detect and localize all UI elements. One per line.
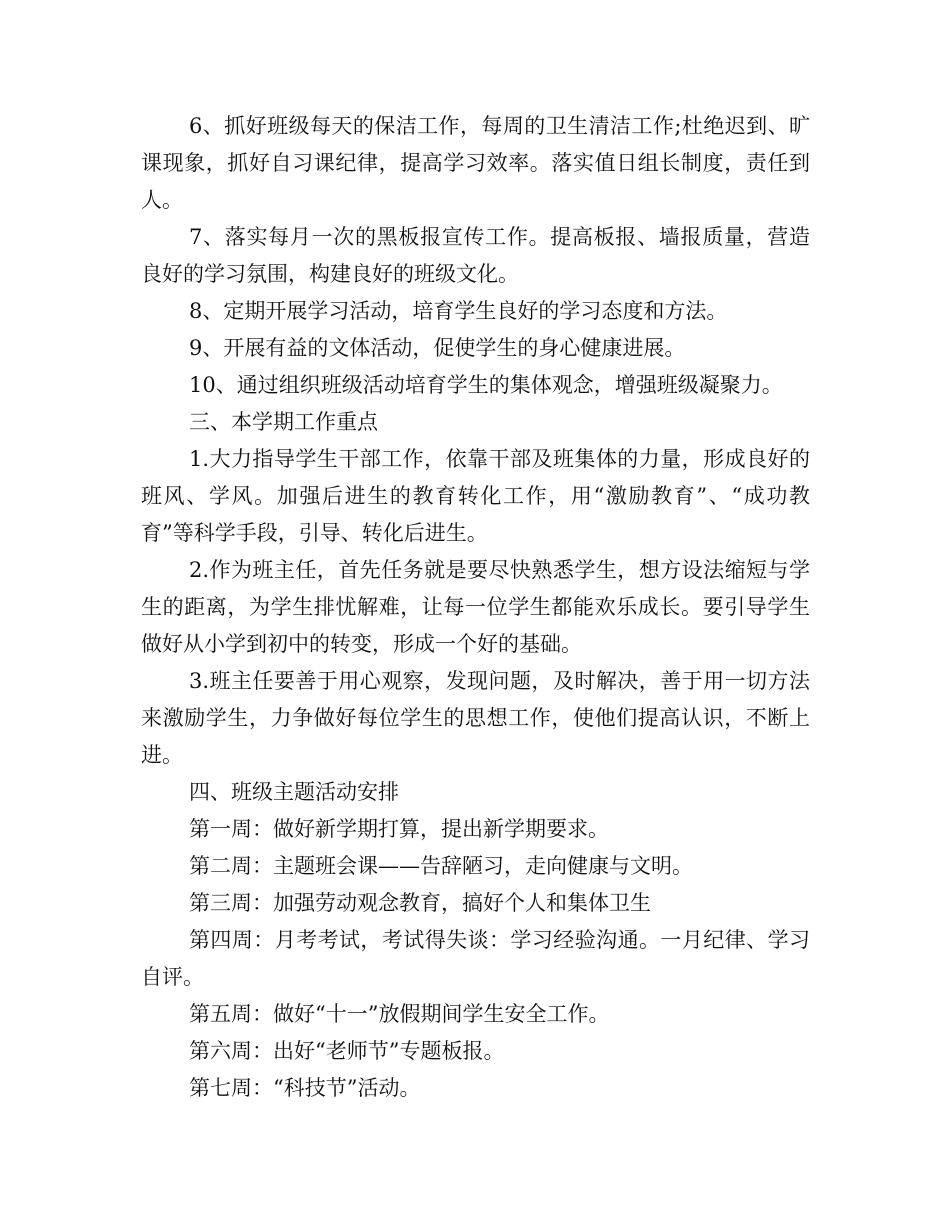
week-item-3: 第三周：加强劳动观念教育，搞好个人和集体卫生 (189, 891, 651, 915)
week-item-6: 第六周：出好“老师节”专题板报。 (189, 1039, 505, 1063)
week-item-1: 第一周：做好新学期打算，提出新学期要求。 (189, 817, 609, 841)
paragraph-item-7: 7、落实每月一次的黑板报宣传工作。提高板报、墙报质量，营造良好的学习氛围，构建良好的班级文化。 (141, 225, 810, 286)
paragraph-item-8: 8、定期开展学习活动，培育学生良好的学习态度和方法。 (189, 299, 728, 323)
paragraph-item-9: 9、开展有益的文体活动，促使学生的身心健康进展。 (189, 336, 686, 360)
paragraph-item-10: 10、通过组织班级活动培育学生的集体观念，增强班级凝聚力。 (189, 373, 783, 397)
focus-item-1: 1.大力指导学生干部工作，依靠干部及班集体的力量，形成良好的班风、学风。加强后进生的教育转化工作，用“激励教育”、“成功教育”等科学手段，引导、转化后进生。 (141, 447, 810, 545)
paragraph-item-6: 6、抓好班级每天的保洁工作，每周的卫生清洁工作;杜绝迟到、旷课现象，抓好自习课纪律，提高学习效率。落实值日组长制度，责任到人。 (141, 114, 810, 212)
week-item-5: 第五周：做好“十一”放假期间学生安全工作。 (189, 1002, 610, 1026)
week-item-7: 第七周：“科技节”活动。 (189, 1076, 421, 1100)
section-heading-3: 三、本学期工作重点 (189, 410, 378, 434)
week-item-4: 第四周：月考考试，考试得失谈：学习经验沟通。一月纪律、学习自评。 (141, 928, 810, 989)
focus-item-3: 3.班主任要善于用心观察，发现问题，及时解决，善于用一切方法来激励学生，力争做好每位学生的思想工作，使他们提高认识，不断上进。 (141, 669, 810, 767)
focus-item-2: 2.作为班主任，首先任务就是要尽快熟悉学生，想方设法缩短与学生的距离，为学生排忧解难，让每一位学生都能欢乐成长。要引导学生做好从小学到初中的转变，形成一个好的基础。 (141, 558, 810, 656)
section-heading-4: 四、班级主题活动安排 (189, 780, 399, 804)
week-item-2: 第二周：主题班会课——告辞陋习，走向健康与文明。 (189, 854, 693, 878)
